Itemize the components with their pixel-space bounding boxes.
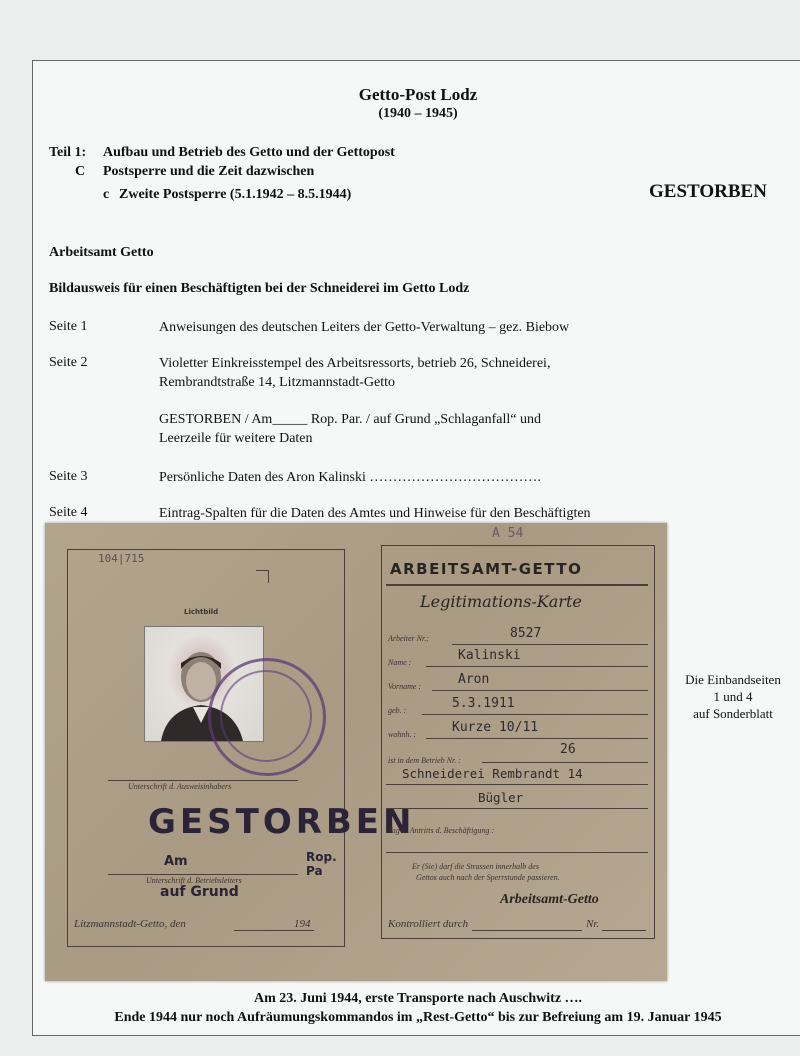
card-serial: 104|715	[98, 552, 145, 565]
year-label: 194	[294, 918, 311, 930]
row-value-occupation: Bügler	[478, 790, 524, 805]
rop-label: Rop. Pa	[306, 850, 337, 878]
row-value-geb: 5.3.1911	[452, 696, 515, 711]
teil-text: Aufbau und Betrieb des Getto und der Gettopost	[103, 145, 395, 160]
card-corner-number: A 54	[492, 526, 524, 541]
row-value-betrieb: 26	[560, 742, 576, 757]
section-subheading: Bildausweis für einen Beschäftigten bei der Schneiderei im Getto Lodz	[49, 281, 470, 296]
subchapter-text: Zweite Postsperre (5.1.1942 – 8.5.1944)	[119, 187, 352, 202]
card-heading: ARBEITSAMT-GETTO	[390, 560, 583, 578]
page-label-1: Seite 1	[49, 319, 88, 334]
owner-signature-label: Unterschrift d. Ausweisinhabers	[128, 782, 232, 791]
chapter-letter: C	[75, 164, 86, 179]
gestorben-stamp: GESTORBEN	[148, 802, 416, 842]
curfew-note-1: Er (Sie) darf die Strassen innerhalb des	[412, 862, 539, 871]
footer-line-2: Ende 1944 nur noch Aufräumungskommandos im „Rest-Getto“ bis zur Befreiung am 19. Januar 1945	[114, 1010, 722, 1025]
album-sheet	[32, 60, 800, 1036]
subchapter-letter: c	[103, 187, 110, 202]
row-label-betrieb: ist in dem Betrieb Nr. :	[388, 756, 461, 765]
row-label-vorname: Vorname :	[388, 682, 422, 691]
row-label-wohnh: wohnh. :	[388, 730, 416, 739]
controlled-label: Kontrolliert durch	[388, 918, 469, 930]
auf-grund-label: auf Grund	[160, 884, 239, 900]
am-label: Am	[164, 854, 188, 869]
page-label-4: Seite 4	[49, 505, 88, 520]
page-desc-2b: GESTORBEN / Am_____ Rop. Par. / auf Grund „Schlaganfall“ und Leerzeile für weitere Daten	[159, 412, 541, 446]
place-date-label: Litzmannstadt-Getto, den	[74, 918, 186, 930]
page-years: (1940 – 1945)	[378, 106, 458, 121]
curfew-note-2: Gettos auch nach der Sperrstunde passieren.	[416, 873, 560, 882]
row-value-name: Kalinski	[458, 648, 521, 663]
card-right-page	[381, 526, 655, 939]
office-signature: Arbeitsamt-Getto	[500, 892, 599, 907]
page-label-2: Seite 2	[49, 355, 88, 370]
status-heading: GESTORBEN	[649, 181, 767, 202]
nr-label: Nr.	[586, 918, 600, 930]
id-card-photo	[45, 523, 667, 981]
card-subheading: Legitimations-Karte	[420, 592, 582, 611]
page-label-3: Seite 3	[49, 469, 88, 484]
chapter-text: Postsperre und die Zeit dazwischen	[103, 164, 315, 179]
page-desc-3: Persönliche Daten des Aron Kalinski ……………………………….	[159, 470, 541, 485]
row-value-nr: 8527	[510, 626, 542, 641]
row-label-name: Name :	[388, 658, 412, 667]
row-label-antritt: Tag d. Antritts d. Beschäftigung :	[388, 826, 495, 835]
page-desc-4: Eintrag-Spalten für die Daten des Amtes und Hinweise für den Beschäftigten	[159, 506, 591, 521]
section-heading: Arbeitsamt Getto	[49, 245, 154, 260]
row-label-nr: Arbeiter Nr.:	[388, 634, 429, 643]
footer-line-1: Am 23. Juni 1944, erste Transporte nach Auschwitz ….	[253, 991, 583, 1006]
leader-signature-label: Unterschrift d. Betriebsleiters	[146, 876, 242, 885]
page-desc-2: Violetter Einkreisstempel des Arbeitsressorts, betrieb 26, Schneiderei, Rembrandtstraße 14, Litzmannstadt-Getto	[159, 356, 551, 390]
photo-corner-mark	[256, 570, 269, 583]
teil-label: Teil 1:	[49, 145, 87, 160]
page-desc-1: Anweisungen des deutschen Leiters der Getto-Verwaltung – gez. Biebow	[159, 320, 570, 335]
row-value-wohnh: Kurze 10/11	[452, 720, 539, 735]
row-value-workshop: Schneiderei Rembrandt 14	[402, 766, 583, 781]
side-note: Die Einbandseiten 1 und 4 auf Sonderblatt	[685, 672, 781, 721]
photo-label: Lichtbild	[184, 608, 219, 616]
violet-inner-ring	[220, 670, 312, 762]
row-label-geb: geb. :	[388, 706, 407, 715]
row-value-vorname: Aron	[458, 672, 490, 687]
page-title: Getto-Post Lodz	[358, 85, 478, 104]
